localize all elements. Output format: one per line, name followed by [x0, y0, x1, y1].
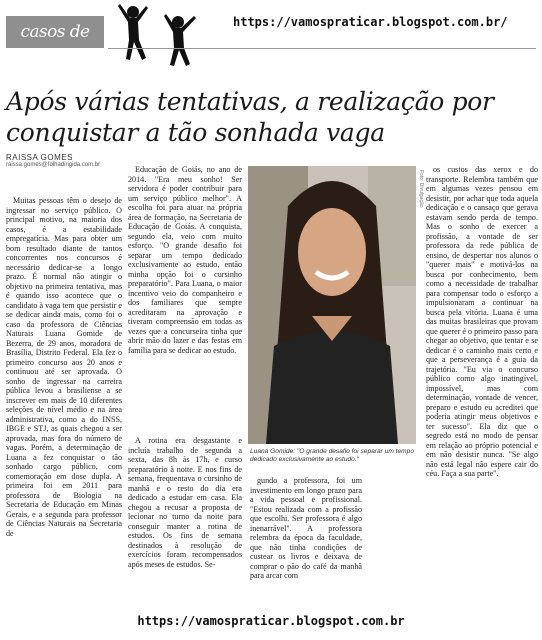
article-column-2-continued [128, 436, 242, 569]
article-column-3 [250, 476, 362, 581]
column-2-text: Educação de Goiás, no ano de 2014. "Era meu sonho! Ser servidora é poder contribuir para um serviço público melhor". A escolha foi para atuar na própria área de formação, na Secretaria de Educação de Goiás. A conquista, segundo ela, veio com muito esforço. "O grande desafio foi separar um tempo dedicado exclusivamente ao estudo, então minha opção foi o cursinho preparatório". Para Luana, o maior incentivo veio do companheiro e dos familiares que sempre acreditaram na aprovação e tiveram compreensão em todas as vezes que a concurseira tinha que abrir mão do lazer e das festas em família para se dedicar ao estudo. [128, 165, 242, 355]
top-blog-url[interactable]: https://vamospraticar.blogspot.com.br/ [233, 15, 508, 29]
portrait-photo [248, 166, 416, 444]
column-3-text: gundo a professora, foi um investimento em longo prazo para a vida pessoal e profissional. "Estou realizada com a profissão que escolhi. Ser professora é algo inenarrável". A professora relembra da época da faculdade, que não tinha condições de custear os livros e deixava de comprar o pão do café da manhã para arcar com [250, 476, 362, 580]
jumping-people-logo [106, 2, 216, 70]
author-email[interactable]: raissa.gomes@folhadirigida.com.br [6, 162, 101, 168]
article-column-2 [128, 165, 242, 355]
photo-caption: Luana Gomide: "O grande desafio foi separar um tempo dedicado exclusivamente ao estudo." [250, 448, 414, 463]
photo-credit: Foto: Divulgação [418, 170, 424, 208]
section-tag: casos de sucesso [6, 16, 104, 48]
bottom-blog-url[interactable]: https://vamospraticar.blogspot.com.br [137, 614, 405, 628]
article-column-1 [6, 196, 122, 538]
article-column-5 [426, 165, 538, 479]
author-name: RAISSA GOMES [6, 153, 73, 162]
article-headline: Após várias tentativas, a realização por conquistar a tão sonhada vaga [6, 87, 494, 147]
header-divider [108, 48, 536, 49]
column-5-text: os custos das xerox e do transporte. Relembra também que em algumas vezes pensou em desistir, por achar que toda aquela dedicação e o cansaço que gerava estavam sendo perda de tempo. Mas o sonho de exercer a profissão, a vontade de ser professora da rede pública de ensino, de despertar nos alunos o "querer mais" e motivá-los na busca por conhecimento, bem como a necessidade de trabalhar para compensar todo o esforço a impulsionaram a continuar na busca pela vitória. Luana é uma das muitas brasileiras que provam que querer é o primeiro passo para chegar ao objetivo, que tentar e se dedicar é o caminho mais certo e que a perseverança é a guia da trajetória. "Eu via o concurso público como algo inatingível, impossível, mas com determinação, vontade de vencer, preparo e estudo eu acreditei que poderia atingir meus objetivos e ter sucesso". Ela diz que o segredo está no modo de pensar em relação ao próprio potencial e em não desistir nunca. "Se algo não está legal não espere cair do céu. Faça a sua parte". [426, 165, 538, 478]
column-2b-text: A rotina era desgastante e incluía trabalho de segunda a sexta, das 8h às 17h, e curso preparatório à noite. E nos fins de semana, frequentava o cursinho de manhã e o resto do dia era dedicado a estudar em casa. Ela chegou a recusar a proposta de lecionar no turno da noite para conseguir manter a rotina de estudos. Os fins de semana destinados à resolução de exercícios foram recompensados após meses de estudos. Se- [128, 436, 242, 569]
portrait-illustration [248, 166, 416, 444]
column-1-text: Muitas pessoas têm o desejo de ingressar no serviço público. O principal motivo, na maioria dos casos, é a estabilidade empregatícia. Mas para obter um bom resultado diante de tantos concorrentes nos concursos é necessário dedicar-se a longo prazo. É normal não atingir o objetivo na primeira tentativa, mas é quando isso acontece que o candidato à vaga tem que persistir e se dedicar ainda mais, como foi o caso da professora de Ciências Naturais Luana Gomide de Bezerra, de 29 anos, moradora de Brasília, Distrito Federal. Ela fez o primeiro concurso aos 20 anos e continuou até ser aprovada. O sonho de ingressar na carreira pública levou a brasiliense a se inscrever em mais de 10 diferentes seleções de nível médio e na área administrativa, como a do INSS, IBGE e STJ, as quais chegou a ser aprovada, mas fora do número de vagas. Porém, a determinação de Luana a fez conquistar o tão sonhado cargo público, com comemoração em dose dupla. A primeira foi em 2011 para professora de Biologia na Secretaria de Educação em Minas Gerais, e a segunda para professor de Ciências Naturais na Secretaria de [6, 196, 122, 538]
